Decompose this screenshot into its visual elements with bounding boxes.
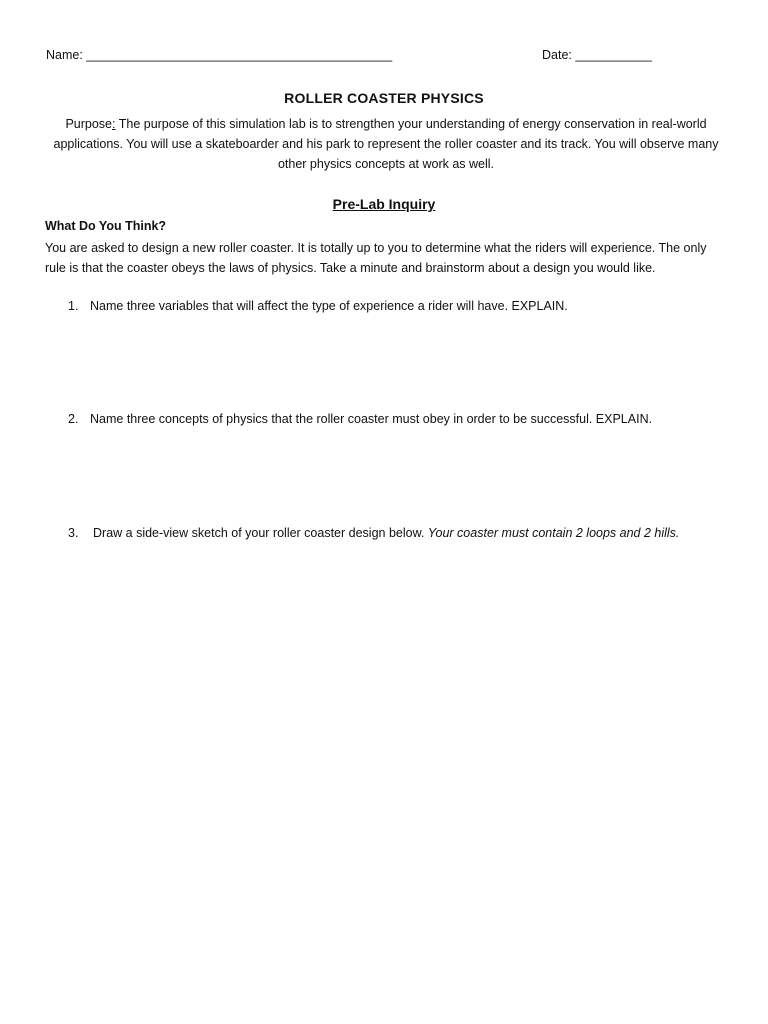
question-number: 2. (68, 412, 79, 426)
section-heading-prelab: Pre-Lab Inquiry (332, 196, 436, 212)
date-field-line: Date: ___________ (542, 48, 652, 62)
purpose-label: Purpose (65, 117, 112, 131)
question-requirement: Your coaster must contain 2 loops and 2 hills. (427, 526, 680, 540)
question-3 (68, 526, 738, 540)
question-text: Name three variables that will affect the type of experience a rider will have. EXPLAIN. (90, 299, 568, 313)
question-1 (68, 299, 738, 313)
question-text: Draw a side-view sketch of your roller coaster design below. (93, 526, 428, 540)
question-text: Name three concepts of physics that the roller coaster must obey in order to be successful. EXPLAIN. (90, 412, 653, 426)
purpose-text: The purpose of this simulation lab is to strengthen your understanding of energy conservation in real-world applications. You will use a skateboarder and his park to represent the roller coaster and its track. You will observe many other physics concepts at work as well. (53, 117, 719, 171)
intro-paragraph: You are asked to design a new roller coaster. It is totally up to you to determine what the riders will experience. The only rule is that the coaster obeys the laws of physics. Take a minute and brainstorm about a design you would like. (45, 241, 707, 275)
worksheet-title: ROLLER COASTER PHYSICS (284, 90, 484, 106)
question-2 (68, 412, 738, 426)
question-number: 1. (68, 299, 79, 313)
name-field-line: Name: ____________________________________________ (46, 48, 393, 62)
question-number: 3. (68, 526, 79, 540)
purpose-colon: : (112, 117, 116, 131)
subheading-what-do-you-think: What Do You Think? (45, 219, 167, 233)
purpose-paragraph (52, 114, 720, 174)
